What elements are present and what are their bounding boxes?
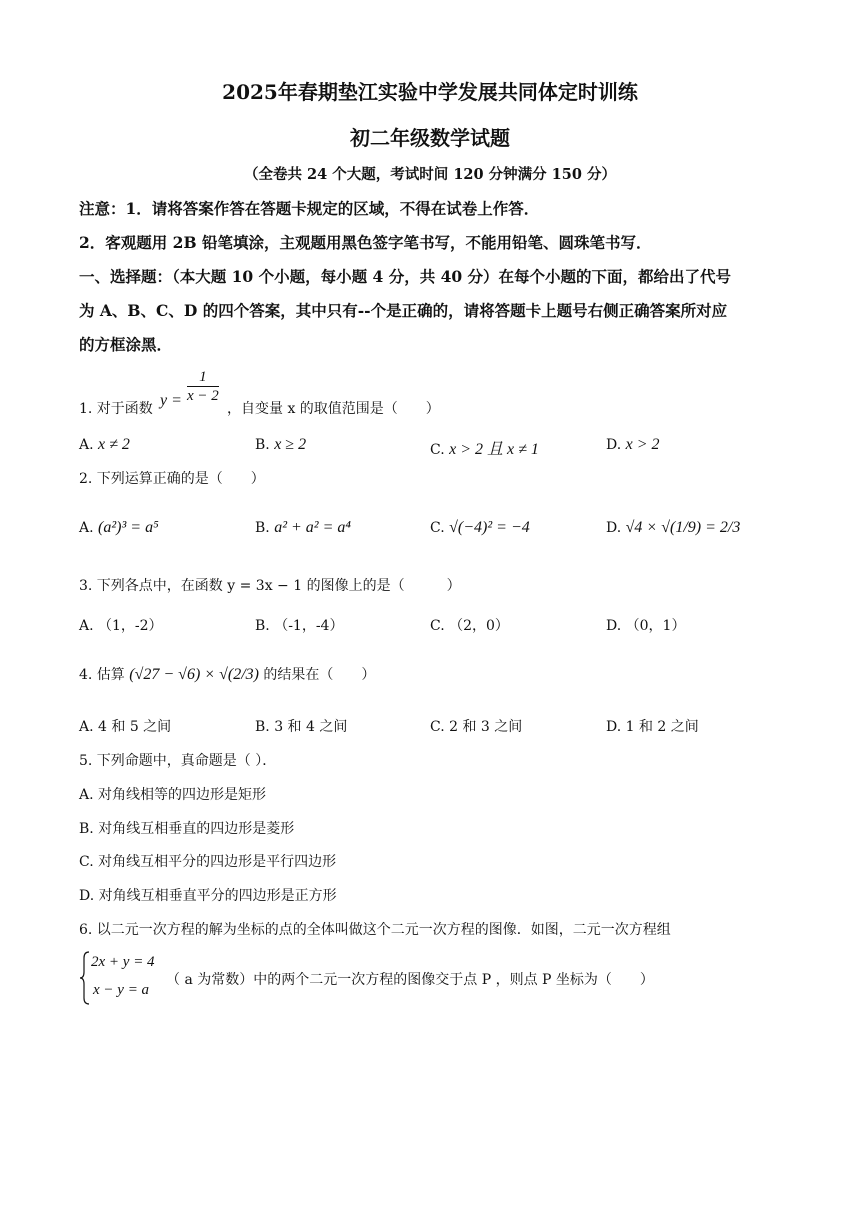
brace-icon — [79, 950, 91, 1006]
question-1-tail: ，自变量 x 的取值范围是（ ） — [227, 401, 440, 417]
question-6-system — [79, 950, 169, 1006]
question-4-option-c: C. 2 和 3 之间 — [430, 719, 523, 735]
question-4-option-d: D. 1 和 2 之间 — [606, 719, 699, 735]
question-1-option-b: B. x ≥ 2 — [255, 436, 307, 453]
question-5-option-d: D. 对角线互相垂直平分的四边形是正方形 — [79, 888, 337, 904]
question-1-fraction — [187, 368, 219, 405]
question-2-stem: 2. 下列运算正确的是（ ） — [79, 471, 265, 487]
question-5-stem: 5. 下列命题中，真命题是（ ）． — [79, 753, 277, 769]
question-3-option-c: C. （2，0） — [430, 618, 509, 634]
question-4-option-b: B. 3 和 4 之间 — [255, 719, 348, 735]
section-heading-line3: 的方框涂黑． — [79, 335, 173, 354]
question-5-option-a: A. 对角线相等的四边形是矩形 — [79, 787, 267, 803]
question-1-option-d: D. x > 2 — [606, 436, 660, 453]
exam-subject-title: 初二年级数学试题 — [350, 126, 510, 150]
question-6-tail: （ a 为常数）中的两个二元一次方程的图像交于点 P ，则点 P 坐标为（ ） — [166, 972, 654, 988]
question-6-stem: 6. 以二元一次方程的解为坐标的点的全体叫做这个二元一次方程的图像．如图，二元一次方程组 — [79, 922, 671, 938]
question-3-option-b: B. （-1，-4） — [255, 618, 344, 634]
question-1-option-a: A. x ≠ 2 — [79, 436, 130, 453]
question-1-fraction-num: 1 — [187, 368, 219, 387]
exam-title: 2025年春期垫江实验中学发展共同体定时训练 — [222, 80, 638, 104]
question-3-option-a: A. （1，-2） — [79, 618, 163, 634]
question-2-option-a: A. (a²)³ = a⁵ — [79, 519, 159, 536]
question-1-option-c: C. x > 2 且 x ≠ 1 — [430, 441, 539, 458]
question-2-option-d: D. √4 × √(1/9) = 2/3 — [606, 519, 741, 536]
question-2-option-c: C. √(−4)² = −4 — [430, 519, 530, 536]
question-6-eq2: x − y = a — [93, 982, 150, 998]
question-6-eq1: 2x + y = 4 — [91, 954, 155, 970]
question-5-option-b: B. 对角线互相垂直的四边形是菱形 — [79, 821, 295, 837]
question-4-stem: 4. 估算 (√27 − √6) × √(2/3) 的结果在（ ） — [79, 666, 376, 683]
question-1-fraction-den: x − 2 — [187, 388, 219, 404]
question-1-function — [160, 368, 219, 409]
question-4-option-a: A. 4 和 5 之间 — [79, 719, 172, 735]
section-heading-line1: 一、选择题：（本大题 10 个小题，每小题 4 分，共 40 分）在每个小题的下面，都给出了代号 — [79, 267, 732, 286]
question-5-option-c: C. 对角线互相平分的四边形是平行四边形 — [79, 854, 337, 870]
section-heading-line2: 为 A、B、C、D 的四个答案，其中只有--个是正确的，请将答题卡上题号右侧正确答案所对应 — [79, 301, 728, 320]
note-2: 2．客观题用 2B 铅笔填涂，主观题用黑色签字笔书写，不能用铅笔、圆珠笔书写． — [79, 233, 652, 252]
question-3-stem: 3. 下列各点中，在函数 y = 3x − 1 的图像上的是（ ） — [79, 578, 461, 594]
question-1-func-y: y = — [160, 392, 182, 409]
note-1: 注意：1．请将答案作答在答题卡规定的区域，不得在试卷上作答． — [79, 199, 540, 218]
question-3-option-d: D. （0，1） — [606, 618, 686, 634]
question-2-option-b: B. a² + a² = a⁴ — [255, 519, 351, 536]
exam-info: （全卷共 24 个大题，考试时间 120 分钟满分 150 分） — [244, 166, 616, 183]
question-1-stem: 1. 对于函数 — [79, 401, 153, 417]
question-4-expression: (√27 − √6) × √(2/3) — [129, 666, 259, 683]
